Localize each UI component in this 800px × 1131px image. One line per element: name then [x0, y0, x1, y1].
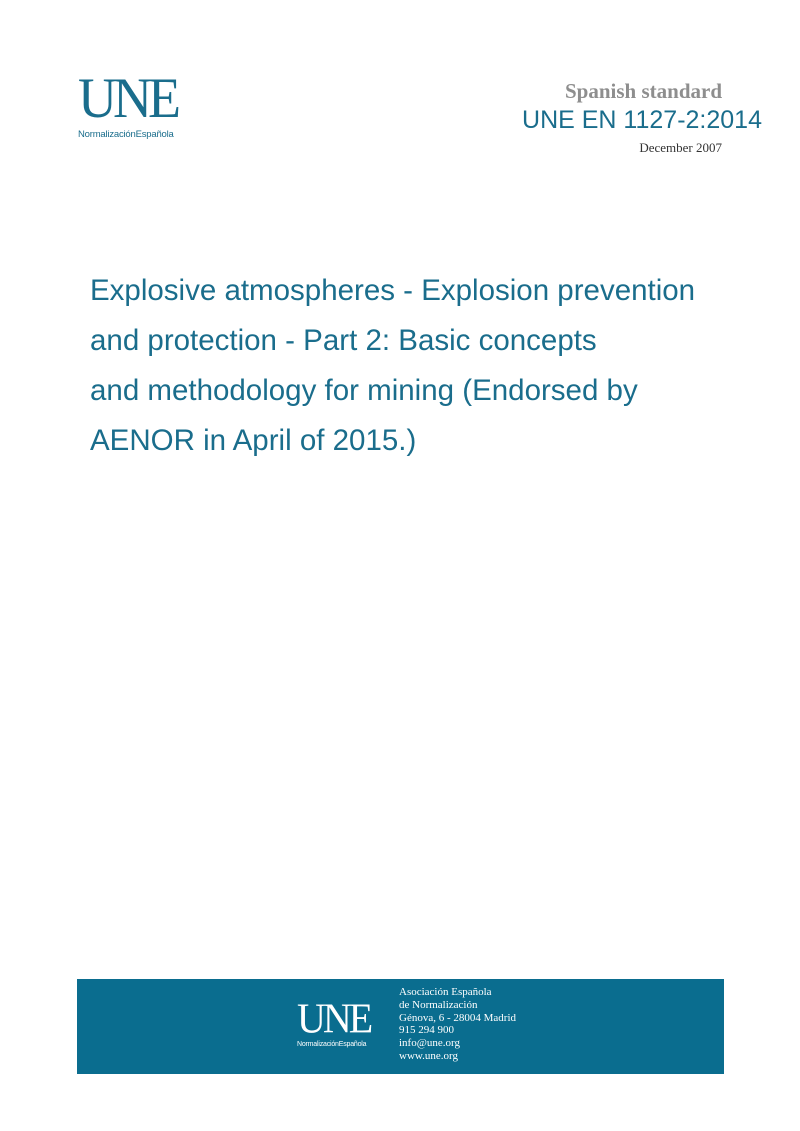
- footer-une-logo-mark: UNE: [297, 994, 371, 1043]
- une-logo-tagline-part2: Española: [135, 129, 174, 140]
- standard-date: December 2007: [639, 140, 722, 155]
- standard-identification: [402, 78, 762, 158]
- une-logo-tagline-part1: Normalización: [78, 129, 136, 140]
- footer-logo-tagline-part2: Española: [338, 1041, 367, 1048]
- document-title-line: Explosive atmospheres - Explosion prevention: [90, 274, 696, 307]
- une-logo: [78, 66, 198, 144]
- footer-address: [399, 986, 516, 1063]
- footer-website: www.une.org: [399, 1049, 458, 1062]
- footer-band: [77, 979, 724, 1074]
- footer-une-logo: [297, 994, 387, 1055]
- une-logo-tagline: [78, 129, 198, 140]
- footer-address-line: Asociación Española: [399, 986, 492, 998]
- footer-address-line: Génova, 6 - 28004 Madrid: [399, 1011, 517, 1024]
- footer-phone: 915 294 900: [399, 1024, 454, 1037]
- footer-email: info@une.org: [399, 1037, 460, 1050]
- footer-address-line: de Normalización: [399, 998, 478, 1011]
- footer-logo-tagline-part1: Normalización: [297, 1041, 339, 1048]
- document-title-line: AENOR in April of 2015.): [90, 424, 417, 457]
- document-title-line: and protection - Part 2: Basic concepts: [90, 324, 597, 357]
- standard-kind: Spanish standard: [565, 79, 722, 103]
- document-title: [90, 266, 750, 466]
- document-title-line: and methodology for mining (Endorsed by: [90, 374, 638, 407]
- une-logo-mark: UNE: [78, 66, 177, 130]
- standard-code: UNE EN 1127-2:2014: [522, 106, 762, 134]
